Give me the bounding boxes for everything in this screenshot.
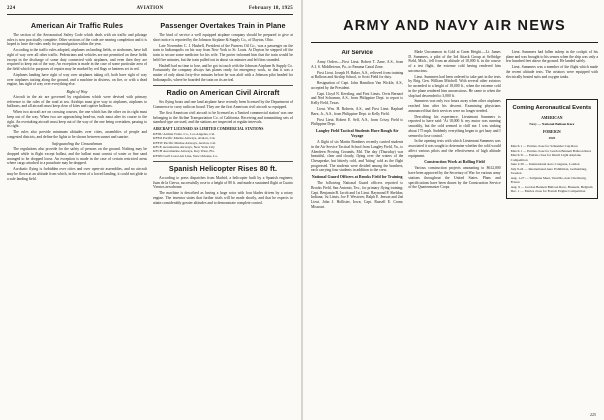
right-column-3 (506, 50, 598, 211)
paragraph: In the opening tests with which Lieutenant Summers was associated it was sought to determine whether the cold would affect various pilots and the effectiveness of high altitude equipment. (408, 139, 501, 158)
right-column-2 (408, 50, 500, 211)
masthead: ARMY AND NAVY AIR NEWS (343, 18, 566, 34)
event-item: Aug. 9 — Gordon Bennett Balloon Race, Brussels, Belgium (510, 184, 593, 189)
paragraph: Six flying boats and one land airplane have recently been licensed by the Department of Commerce to carry radio on board. They are the first American civil aircraft so equipped. (153, 100, 293, 110)
paragraph: According to press dispatches from Madrid, a helicopter built by a Spanish engineer, Juan de la Cierva, successfully rose to a height of 80 ft. and made a sustained flight at Cuatro Vientos aerodrome. (153, 175, 293, 190)
article-title: American Air Traffic Rules (30, 21, 124, 30)
paragraph: Aircraft in the air are governed by regulations which were devised with primary reference to the rules of the road at sea. Airships must give way to airplanes, airplanes to balloons, and all aircraft must keep clear of kites and captive balloons. (7, 94, 147, 109)
subheading: Safeguarding the Groundsman (51, 141, 103, 146)
paragraph: The first American civil aircraft to be licensed as a 'limited commercial station' was one belonging to the Airline Transportation Co. of California. Receiving and transmitting sets of standard type are used, and the stations are inspected at regular intervals. (153, 111, 293, 125)
paragraph: Various construction projects amounting to $612,000 have been approved by the Secretary of War for various army stations throughout the United States. Plans and specifications have been drawn by the Construction Service of the Quartermaster Corps. (408, 166, 501, 190)
issue-date: February 18, 1925 (248, 6, 293, 11)
left-column-2 (153, 19, 293, 206)
event-item: June 2-30 — International Aero Congress, London (510, 162, 580, 167)
paragraph: Late November C. J. Hasbell, President of the Furness Oil Co., was a passenger on the train to Indianapolis on his way from New York to St. Louis. At Dayton he stepped off the train to secure some medicine for his wife. The porter informed him that the train would be held five minutes, but the train pulled out in about six minutes and left him stranded. (153, 43, 293, 62)
divider (153, 161, 293, 162)
event-item: Aug. 1-27 — Saltplane Meet, Vauville, near Cherbourg, France (510, 175, 587, 185)
paragraph: The regulations also provide for the safety of persons on the ground. Nothing may be dropped while in flight except ballast, and the ballast must consist of water or fine sand arranged to be dropped loose. An exception is made in the case of certain restricted areas where cargo attached to a parachute may be dropped. (7, 147, 147, 166)
paragraph: Made Uncommon in Cold at Great Height.—Lt. James D. Summers, a pilot of the 3rd Attack Group at Selfridge Field, Mich., fell from an altitude of 18,000 ft. in the course of a test flight, the extreme cold having rendered him unconscious. (408, 50, 501, 73)
station-list-item: KFDU Airline Trans. Co., Los Angeles, Cal. (153, 132, 216, 137)
events-foreign-heading: FOREIGN (542, 130, 561, 135)
paragraph: Hasbell had no time to lose, and he got in touch with the Johnson Airplane & Supply Co. Fortunately the company always has planes ready for emergency work, so that it was a matter of only about forty-five minutes before he was aloft with a Johnson pilot headed for Indianapolis, where he boarded the train on its arrival. (153, 63, 293, 82)
header-rule (7, 14, 293, 15)
page-number: 225 (590, 412, 596, 417)
paragraph: When two aircraft are on crossing courses, the one which has the other on its right must keep out of the way. When two are approaching head-on, each must alter its course to the right. An overtaking aircraft must keep out of the way of the one being overtaken, passing to its right. (7, 110, 147, 129)
event-item: Dec. 1 — Entries close for French Engine Competition (510, 189, 586, 194)
paragraph: First Lieut. Joseph H. Baker, A.S., relieved from training at Balloon and Airship School, to Scott Field for duty. (311, 70, 404, 80)
page-number: 224 (7, 6, 16, 11)
paragraph: Army Orders.—First Lieut. Robert T. Zane, A.S., from A.I. S. Middletown, Pa., to Panama Canal Zone. (311, 60, 404, 69)
divider (153, 85, 293, 86)
paragraph: The machine is described as having a large rotor with four blades driven by a rotary engine. The inventor states that further trials will be made shortly, and that he expects to attain considerably greater altitudes and to demonstrate complete control. (153, 191, 293, 205)
paragraph: Resignation of Capt. John Hamilton Van Wickle, A.S., accepted by the President. (311, 81, 404, 90)
station-list-item: KFEW Pacific Marine Airways, Avalon, Cal. (153, 140, 217, 145)
paragraph: Lieut. Summers had fallen asleep in the cockpit of his plane and was brought to his senses when the ship was only a few hundred feet above the ground. He landed safely. (505, 50, 598, 64)
section-title: Air Service (341, 50, 373, 56)
paragraph: Capt. Lloyd N. Keesling, and First Lieuts. Orvis Bernard and Ned Schramm, A.S., from Philippine Dept. to report to Kelly Field, Texas. (311, 91, 404, 106)
paragraph: The kind of service a well equipped airplane company should be prepared to give at short notice is reported by the Johnson Airplane & Supply Co., of Dayton, Ohio. (153, 33, 293, 42)
events-year: 1925 (548, 136, 556, 141)
paragraph: According to the traffic rules adopted, airplanes on landing fields, or airdromes, have full right of way over all other traffic. Pedestrians and vehicles are not permitted on these fields except in the discharge of some duty connected with airplanes, and even then they are required to keep out of the way. An exception is made in the case of some particular area of the field which for purposes of repairs may be marked by red flags or lanterns set in red. (7, 48, 147, 72)
paragraph: Lieut. Summers had been ordered to take part in the tests by Brig. Gen. William Mitchell. With several other aviators he ascended to a height of 18,000 ft., when the extreme cold in the plane rendered him unconscious. He came to when the ship had descended to 3,000 ft. (408, 74, 501, 98)
paragraph: Summers was only two hours away when other airplanes reached him after his descent. Examining physicians announced that their services were no longer needed. (408, 99, 501, 113)
subheading: National Guard Officers at Brooks Field for Training (311, 174, 403, 180)
events-box-title: Coming Aeronautical Events (512, 105, 592, 112)
right-page (306, 0, 604, 420)
paragraph: The following National Guard officers reported to Brooks Field, San Antonio, Tex., for primary flying training: Capt. Benjamin B. Jacob and 1st Lieut. Raymond P. Sheldon, Indiana; 1st Lieuts. Joe F. Westover, Ralph E. Jenson and 2nd Lieut. John J. Hollister, Iowa; Capt. Russell E. Crane, Missouri. (311, 181, 404, 209)
paragraph: The section of the Aeronautical Safety Code which deals with air traffic and pilotage rules is now practically complete. Other sections of the code are nearing completion and it is hoped to have the rules ready for promulgation within the year. (7, 33, 147, 47)
running-head (7, 4, 293, 14)
paragraph: Acrobatic flying is forbidden over cities and over open-air assemblies, and no aircraft may be flown at an altitude from which, in the event of a forced landing, it could not glide to a safe landing field. (7, 167, 147, 181)
event-item: July 9-24 — International Aero Exhibition, Gothenburg, Sweden (510, 166, 588, 176)
paragraph: Describing his experience, Lieutenant Summers is reported to have said: 'At 18,000 ft. my motor was running smoothly, but the cold seemed to chill me. I was sinking about 175 mph. Suddenly everything began to get hazy and I seemed to lose control.' (408, 114, 501, 138)
paragraph: Lieut. Summers was a member of the flight which made the recent altitude tests. The aviators were equipped with electrically heated suits and oxygen tanks. (505, 65, 598, 79)
paragraph: First Lieut. Robert E. Self, A.S., from Crissy Field to Philippine Dept. (311, 117, 404, 127)
station-list-item: KFCH Aeromarine Airways, Key West, Fla. (153, 149, 215, 154)
subheading: Construction Work at Rolling Field (424, 159, 485, 165)
event-item: March 1 — Entries close for Gordon Bennett Balloon Race (510, 148, 592, 153)
paragraph: Lieut. Wm. H. Roberts, A.S., and First Lieut. Raphael Baez, Jr., A.S., from Philippine Dept. to Kelly Field. (311, 107, 404, 116)
article-title: Spanish Helicopter Rises 80 ft. (168, 163, 278, 173)
left-page (0, 0, 298, 420)
right-column-1 (311, 50, 403, 211)
paragraph: Airplanes landing have right of way over airplanes taking off, both have right of way over airplanes taxiing along the ground, and a machine in distress, on fire, or with a dead engine, has right of way over everything else. (7, 73, 147, 87)
masthead-rule (311, 42, 598, 43)
station-list-item: KFCE Aeromarine Airways, New York City (153, 145, 215, 149)
journal-title: AVIATION (136, 6, 164, 11)
events-american-item: Navy — National Balloon Race (529, 122, 575, 127)
station-list-heading: AIRCRAFT LICENSED AS LIMITED COMMERCIAL STATIONS (153, 127, 264, 132)
paragraph: The rules also provide minimum altitudes over cities, assemblies of people and congested districts, and define the lights to be shown between sunset and sunrise. (7, 130, 147, 139)
left-column-1 (7, 19, 147, 206)
subheading: Right of Way (66, 88, 88, 94)
events-box (506, 99, 598, 199)
paragraph: A flight of six Martin Bombers recently carried students in the Air Service Tactical School from Langley Field, Va., to Aberdeen Proving Grounds, Md. The day (Thursday) was beautiful, clear and cloudy, flying over the waters of the Chesapeake, but bitterly cold, and 'biting' cold as the flight progressed. The students were divided among the bombers, each carrying four students in addition to the crew. (311, 140, 404, 173)
page-gutter (301, 0, 303, 420)
station-list-item: KFEO Pacific Marine Airways, Avalon, Cal. (153, 136, 216, 141)
station-list-item: KFDN Gulf Coast Air Line, New Orleans, La. (153, 153, 218, 158)
article-title: Passenger Overtakes Train in Plane (160, 21, 286, 30)
event-item: March 1 — Entries close for Schneider Cup Race (510, 144, 578, 149)
events-american-heading: AMERICAN (541, 116, 563, 121)
event-item: March 31 — Entries close for Dutch Light Airplane Competition (510, 153, 581, 162)
article-title: Radio on American Civil Aircraft (166, 88, 280, 98)
subheading: Langley Field Tactical Students Have Rough Air Voyage (315, 128, 399, 139)
